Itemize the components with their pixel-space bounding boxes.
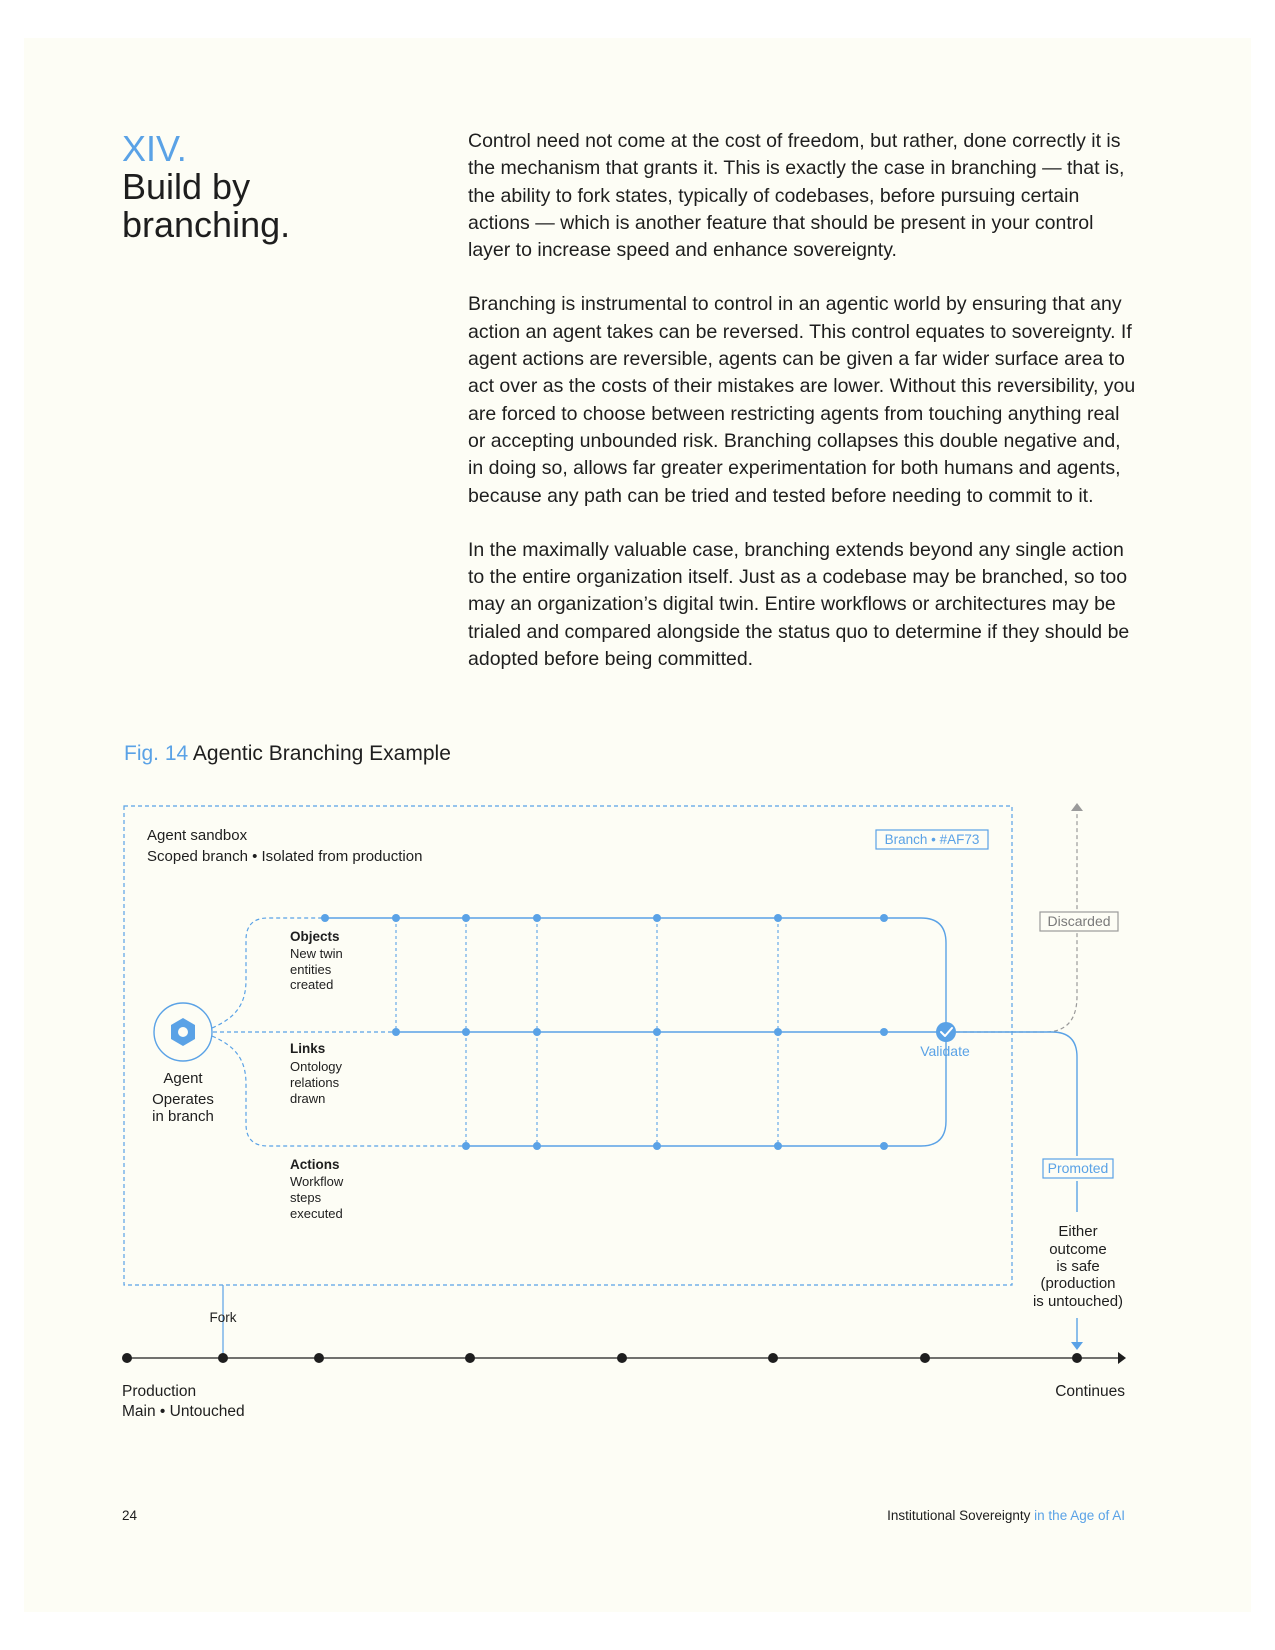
- validate-label: Validate: [920, 1043, 970, 1059]
- footer-title-main: Institutional Sovereignty: [887, 1508, 1031, 1523]
- lane-desc-links-2: relations: [290, 1075, 340, 1090]
- production-arrow-icon: [1118, 1352, 1126, 1364]
- production-title: Production: [122, 1383, 197, 1400]
- section-number: XIV.: [122, 128, 187, 169]
- lane-desc-objects-3: created: [290, 977, 334, 992]
- outcome-note-2: outcome: [1049, 1241, 1107, 1258]
- section-title: Build by branching.: [122, 166, 291, 245]
- promote-arrow-icon: [1071, 1342, 1083, 1350]
- lane-title-objects: Objects: [290, 929, 340, 944]
- agent-label: Agent: [163, 1070, 203, 1087]
- figure-number: Fig. 14: [124, 742, 189, 765]
- lane-desc-actions-2: steps: [290, 1190, 322, 1205]
- validate-node: [936, 1022, 956, 1042]
- agent-desc-2: in branch: [152, 1108, 214, 1125]
- lane-title-links: Links: [290, 1041, 326, 1056]
- lane-desc-objects-1: New twin: [290, 946, 343, 961]
- footer-title: [887, 1508, 1125, 1523]
- page-number: 24: [122, 1508, 138, 1523]
- sandbox-title: Agent sandbox: [147, 827, 248, 844]
- lane-actions: [466, 1032, 946, 1146]
- footer-title-accent: in the Age of AI: [1034, 1508, 1125, 1523]
- lane-desc-actions-1: Workflow: [290, 1174, 344, 1189]
- promote-path: [956, 1032, 1077, 1156]
- fork-label: Fork: [209, 1310, 237, 1325]
- branch-tag: Branch • #AF73: [884, 832, 980, 847]
- lane-desc-links-1: Ontology: [290, 1059, 343, 1074]
- sandbox-subtitle: Scoped branch • Isolated from production: [147, 848, 423, 865]
- outcome-note-5: is untouched): [1032, 1293, 1124, 1310]
- sandbox-box: [124, 806, 1012, 1285]
- outcome-note: [1033, 1223, 1123, 1310]
- outcome-note-3: is safe: [1056, 1258, 1100, 1275]
- figure-title: Agentic Branching Example: [192, 742, 451, 765]
- lane-objects: [325, 918, 946, 1032]
- paragraph-2: Branching is instrumental to control in an agentic world by ensuring that any action an agent takes can be reversed. This control equates to sovereignty. If agent actions are reversible, agents can be given a far wider surface area to act over as the costs of their mistakes are lower. Without this reversibility, you are forced to choose between restricting agents from touching anything real or accepting unbounded risk. Branching collapses this double negative and, in doing so, allows far greater experimentation for both humans and agents, because any path can be tried and tested before needing to commit to it.: [468, 293, 1136, 507]
- lane-desc-actions-3: executed: [290, 1206, 343, 1221]
- paragraph-3: In the maximally valuable case, branching extends beyond any single action to the entire organization itself. Just as a codebase may be branched, so too may an organization’s digital twin. Entire workflows or architectures may be trialed and compared alongside the status quo to determine if they should be adopted before being committed.: [468, 538, 1130, 671]
- outcome-note-4: (production: [1040, 1275, 1116, 1292]
- production-subtitle: Main • Untouched: [122, 1403, 245, 1420]
- paragraph-1: Control need not come at the cost of freedom, but rather, done correctly it is the mechanism that grants it. This is exactly the case in branching — that is, the ability to fork states, typically of codebases, before pursuing certain actions — which is another feature that should be present in your control layer to increase speed and enhance sovereignty.: [468, 130, 1125, 262]
- lane-title-actions: Actions: [290, 1157, 340, 1172]
- discarded-label: Discarded: [1047, 913, 1111, 929]
- continues-label: Continues: [1055, 1383, 1125, 1400]
- promoted-label: Promoted: [1047, 1160, 1109, 1176]
- outcome-note-1: Either: [1058, 1223, 1098, 1240]
- agent-desc-1: Operates: [152, 1091, 214, 1108]
- fork-connector-bottom: [212, 1036, 466, 1146]
- discard-arrow-icon: [1071, 803, 1083, 811]
- lane-desc-links-3: drawn: [290, 1091, 326, 1106]
- lane-desc-objects-2: entities: [290, 962, 332, 977]
